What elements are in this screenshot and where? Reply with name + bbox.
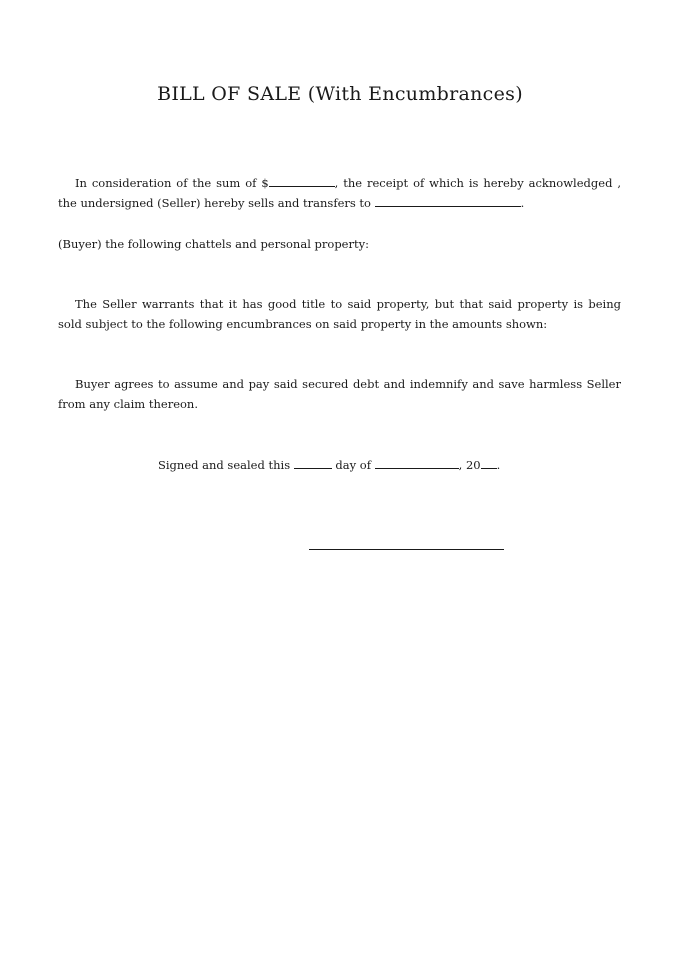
day-blank[interactable] (294, 456, 332, 469)
signed-text-1: Signed and sealed this (158, 458, 294, 472)
consideration-text-3: . (520, 196, 525, 210)
indemnity-paragraph (58, 374, 621, 414)
signed-sealed-line (158, 455, 500, 475)
consideration-text-2: , the receipt of which is hereby acknowledged , the undersigned (Seller) hereby sells and transfers to (58, 176, 621, 210)
buyer-name-blank[interactable] (375, 194, 521, 207)
signed-text-3: , 20 (458, 458, 481, 472)
sum-blank[interactable] (269, 174, 335, 187)
consideration-paragraph (58, 173, 621, 213)
signed-text-2: day of (331, 458, 375, 472)
consideration-text-1: In consideration of the sum of $ (75, 176, 269, 190)
document-title: BILL OF SALE (With Encumbrances) (157, 83, 523, 105)
signed-text-4: . (496, 458, 501, 472)
signature-line[interactable] (309, 549, 504, 550)
buyer-property-paragraph: (Buyer) the following chattels and personal property: (58, 237, 369, 251)
year-blank[interactable] (481, 456, 497, 469)
month-blank[interactable] (375, 456, 459, 469)
warranty-text: The Seller warrants that it has good title to said property, but that said property is being sold subject to the following encumbrances on said property in the amounts shown: (58, 297, 621, 331)
indemnity-text: Buyer agrees to assume and pay said secured debt and indemnify and save harmless Seller from any claim thereon. (58, 377, 621, 411)
warranty-paragraph (58, 294, 621, 334)
